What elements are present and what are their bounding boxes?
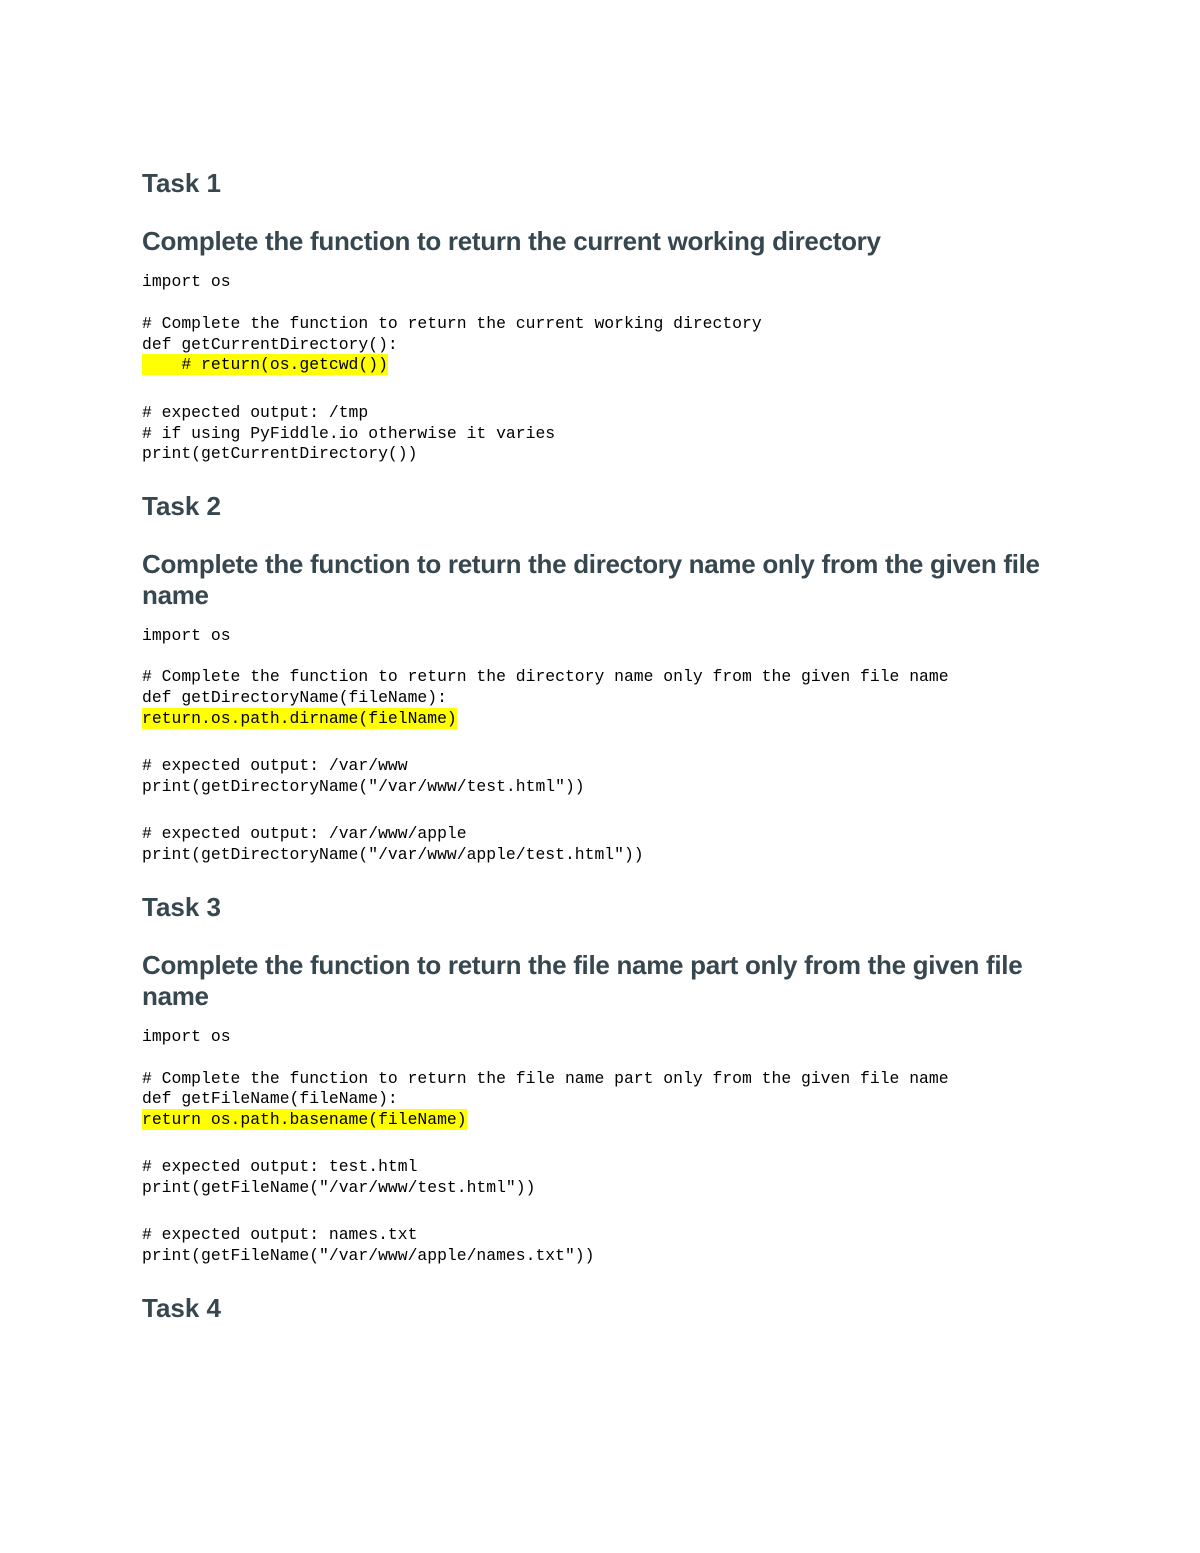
task-3-print-2: print(getFileName("/var/www/apple/names.txt")) [142, 1246, 595, 1265]
task-2-expected-output-1: # expected output: /var/www [142, 756, 408, 775]
task-3-import: import os [142, 1027, 231, 1046]
task-4-title: Task 4 [142, 1293, 222, 1323]
task-3-title: Task 3 [142, 892, 222, 922]
task-1-import: import os [142, 272, 231, 291]
task-2-comment: # Complete the function to return the directory name only from the given file name [142, 667, 949, 686]
task-2-heading: Complete the function to return the directory name only from the given file name [142, 549, 1040, 610]
task-1-expected-output: # expected output: /tmp [142, 403, 369, 422]
task-3-comment: # Complete the function to return the file name part only from the given file name [142, 1069, 949, 1088]
task-2-import: import os [142, 626, 231, 645]
task-2-body-highlighted: return.os.path.dirname(fielName) [142, 709, 457, 728]
task-3-body-highlighted: return os.path.basename(fileName) [142, 1110, 467, 1129]
task-1-title: Task 1 [142, 168, 222, 198]
task-2-expected-output-2: # expected output: /var/www/apple [142, 824, 467, 843]
task-3-print-1: print(getFileName("/var/www/test.html")) [142, 1178, 536, 1197]
task-3-heading: Complete the function to return the file name part only from the given file name [142, 950, 1023, 1011]
task-3-expected-output-1: # expected output: test.html [142, 1157, 418, 1176]
task-1-def: def getCurrentDirectory(): [142, 335, 398, 354]
task-2-print-1: print(getDirectoryName("/var/www/test.html")) [142, 777, 585, 796]
task-1-body-highlighted: # return(os.getcwd()) [142, 355, 388, 374]
task-2-def: def getDirectoryName(fileName): [142, 688, 447, 707]
task-1-comment: # Complete the function to return the current working directory [142, 314, 762, 333]
task-2-print-2: print(getDirectoryName("/var/www/apple/test.html")) [142, 845, 644, 864]
task-3-expected-output-2: # expected output: names.txt [142, 1225, 418, 1244]
task-3-def: def getFileName(fileName): [142, 1089, 398, 1108]
task-1-heading: Complete the function to return the current working directory [142, 226, 881, 256]
task-1-expected-note: # if using PyFiddle.io otherwise it varies [142, 424, 556, 443]
task-1-print: print(getCurrentDirectory()) [142, 444, 418, 463]
task-2-title: Task 2 [142, 491, 222, 521]
